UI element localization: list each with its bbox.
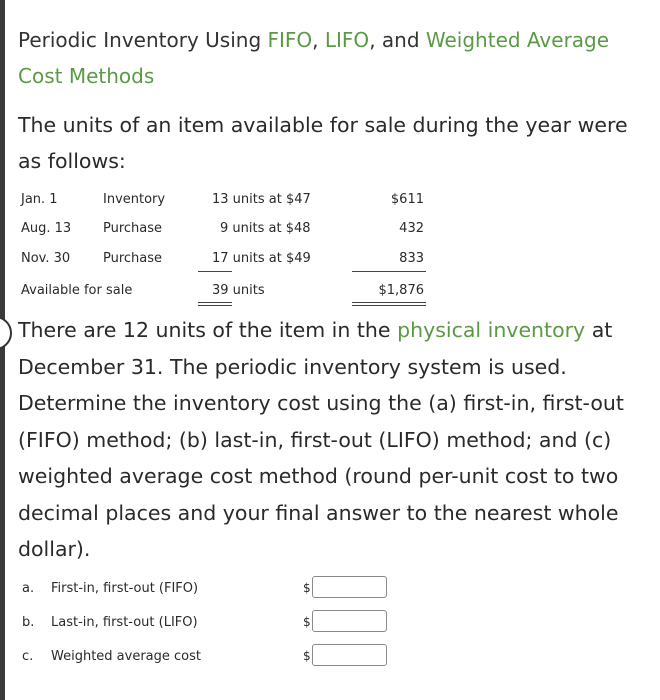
physical-inventory-link[interactable]: physical inventory — [397, 318, 586, 342]
row-date: Aug. 13 — [21, 221, 72, 236]
answer-label: Weighted average cost — [51, 649, 201, 664]
row-units: 13 units at $47 — [212, 192, 311, 207]
title-sep-2: , and — [369, 28, 426, 52]
cost-total-rule — [352, 271, 426, 272]
dollar-sign: $ — [303, 615, 311, 629]
circle-icon — [0, 316, 12, 350]
units-double-rule — [198, 302, 232, 303]
dollar-sign: $ — [303, 581, 311, 595]
row-date: Nov. 30 — [21, 251, 71, 266]
row-cost: 833 — [399, 251, 424, 266]
cost-double-rule — [352, 302, 426, 303]
weighted-average-link[interactable]: Weighted Average Cost Methods — [18, 28, 610, 88]
row-cost: $611 — [390, 192, 424, 207]
answer-letter: b. — [22, 615, 35, 630]
answer-label: Last-in, first-out (LIFO) — [51, 615, 198, 630]
title-prefix: Periodic Inventory Using — [18, 28, 268, 52]
row-description: Purchase — [103, 251, 163, 266]
page-title — [18, 22, 648, 94]
row-cost: 432 — [399, 221, 424, 236]
title-sep-1: , — [312, 28, 325, 52]
answer-row-fifo — [0, 576, 660, 602]
units-total-rule — [198, 271, 232, 272]
intro-text: The units of an item available for sale during the year were as follows: — [18, 113, 628, 173]
weighted-average-answer-input[interactable] — [312, 644, 387, 666]
answer-row-lifo — [0, 610, 660, 636]
answer-letter: a. — [22, 581, 35, 596]
answer-row-weighted — [0, 644, 660, 670]
dollar-sign: $ — [303, 649, 311, 663]
fifo-link[interactable]: FIFO — [267, 28, 313, 52]
total-cost: $1,876 — [378, 283, 424, 298]
question-part-2: at December 31. The periodic inventory system is used. Determine the inventory cost using the (a) first-in, first-out (FIFO) method; (b) last-in, first-out (LIFO) method; and (c) weighted average cost method (round per-unit cost to two decimal places and your final answer to the nearest whole dollar). — [18, 318, 624, 561]
lifo-answer-input[interactable] — [312, 610, 387, 632]
row-description: Purchase — [103, 221, 163, 236]
row-units: 17 units at $49 — [212, 251, 311, 266]
cost-double-rule — [352, 305, 426, 306]
row-description: Inventory — [103, 192, 166, 207]
fifo-answer-input[interactable] — [312, 576, 387, 598]
total-label: Available for sale — [21, 283, 133, 298]
answer-label: First-in, first-out (FIFO) — [51, 581, 199, 596]
answer-letter: c. — [22, 649, 34, 664]
lifo-link[interactable]: LIFO — [324, 28, 370, 52]
total-units: 39 units — [212, 283, 265, 298]
row-units: 9 units at $48 — [220, 221, 311, 236]
row-date: Jan. 1 — [21, 192, 58, 207]
units-double-rule — [198, 305, 232, 306]
question-part-1: There are 12 units of the item in the — [18, 318, 398, 342]
question-text — [18, 312, 653, 568]
